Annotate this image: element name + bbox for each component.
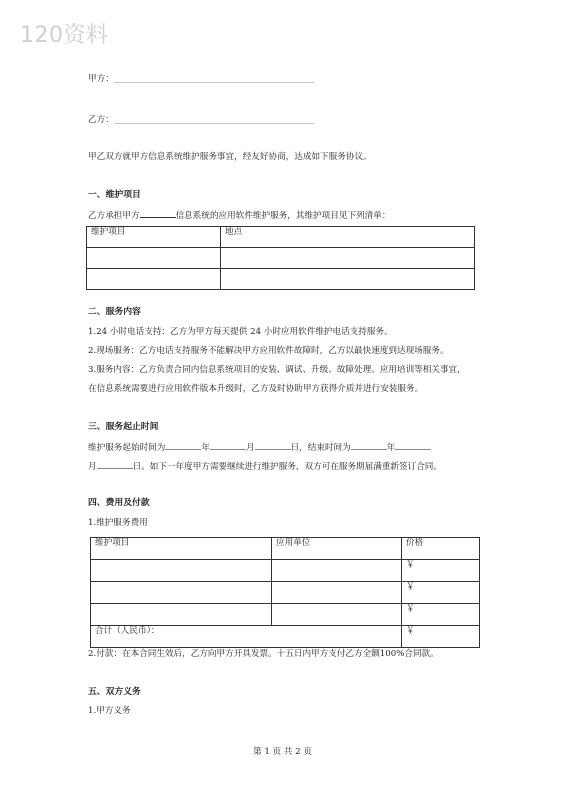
party-a-line <box>114 82 314 83</box>
service-period-line-1 <box>88 440 431 454</box>
section-1-title: 一、维护项目 <box>88 190 141 200</box>
section-5-title: 五、双方义务 <box>88 687 141 697</box>
start-year-blank <box>165 440 201 450</box>
service-item-3a: 3.服务内容：乙方负责合同内信息系统项目的安装、调试、升级、故障处理、应用培训等相关事宜， <box>88 365 466 375</box>
year-label: 年 <box>201 443 210 453</box>
section-4-sub: 1.维护服务费用 <box>88 518 148 528</box>
party-a-label: 甲方： <box>88 74 114 84</box>
total-row <box>91 626 480 648</box>
fee-table <box>90 537 480 648</box>
client-name-blank <box>140 208 176 218</box>
watermark: 120资料 <box>20 23 109 48</box>
table-row <box>87 269 475 290</box>
table-header-item: 维护项目 <box>87 227 221 248</box>
table-row <box>91 560 480 582</box>
table-row <box>91 604 480 626</box>
start-month-blank <box>210 440 246 450</box>
month-label-2: 月 <box>88 462 97 472</box>
party-b-label: 乙方： <box>88 115 114 125</box>
end-month-blank-lead <box>395 440 431 450</box>
year-label-2: 年 <box>386 443 396 453</box>
table-row <box>87 248 475 269</box>
price-cell: ￥ <box>402 604 480 626</box>
section-4-title: 四、费用及付款 <box>88 498 150 508</box>
maintenance-items-table <box>86 226 475 290</box>
period-start-label: 维护服务起始时间为 <box>88 443 166 453</box>
fee-header-price: 价格 <box>402 538 480 560</box>
section-1-text-a: 乙方承担甲方 <box>88 211 140 221</box>
period-end-label: 日，结束时间为 <box>290 443 351 453</box>
page-footer: 第 1 页 共 2 页 <box>253 747 312 757</box>
period-tail-text: 日。如下一年度甲方需要继续进行维护服务，双方可在服务期届满重新签订合同。 <box>132 462 442 472</box>
table-header-location: 地点 <box>221 227 475 248</box>
total-price-cell: ￥ <box>402 626 480 648</box>
end-day-blank <box>97 459 133 469</box>
section-2-title: 二、服务内容 <box>88 307 141 317</box>
table-row <box>91 582 480 604</box>
section-5-sub: 1.甲方义务 <box>88 706 131 716</box>
fee-header-unit: 应用单位 <box>272 538 402 560</box>
service-period-line-2 <box>88 459 442 473</box>
service-item-1: 1.24 小时电话支持：乙方为甲方每天提供 24 小时应用软件维护电话支持服务。 <box>88 327 393 337</box>
end-year-blank <box>351 440 387 450</box>
intro-text: 甲乙双方就甲方信息系统维护服务事宜，经友好协商，达成如下服务协议。 <box>88 152 372 162</box>
total-label: 合计（人民币）： <box>91 626 402 648</box>
service-item-3b: 在信息系统需要进行应用软件版本升级时，乙方及时协助甲方获得介质并进行安装服务。 <box>88 384 424 394</box>
section-3-title: 三、服务起止时间 <box>88 422 159 432</box>
start-day-blank <box>255 440 291 450</box>
price-cell: ￥ <box>402 560 480 582</box>
service-item-2: 2.现场服务：乙方电话支持服务不能解决甲方应用软件故障时，乙方以最快速度到达现场服务。 <box>88 346 449 356</box>
section-1-text-b: 信息系统的应用软件维护服务，其维护项目见下列清单： <box>175 211 391 221</box>
month-label: 月 <box>245 443 255 453</box>
section-1-text <box>88 208 390 222</box>
price-cell: ￥ <box>402 582 480 604</box>
party-b-line <box>114 123 314 124</box>
fee-header-item: 维护项目 <box>91 538 272 560</box>
payment-text: 2.付款：在本合同生效后，乙方向甲方开具发票。十五日内甲方支付乙方全额100%合同款。 <box>88 649 439 659</box>
